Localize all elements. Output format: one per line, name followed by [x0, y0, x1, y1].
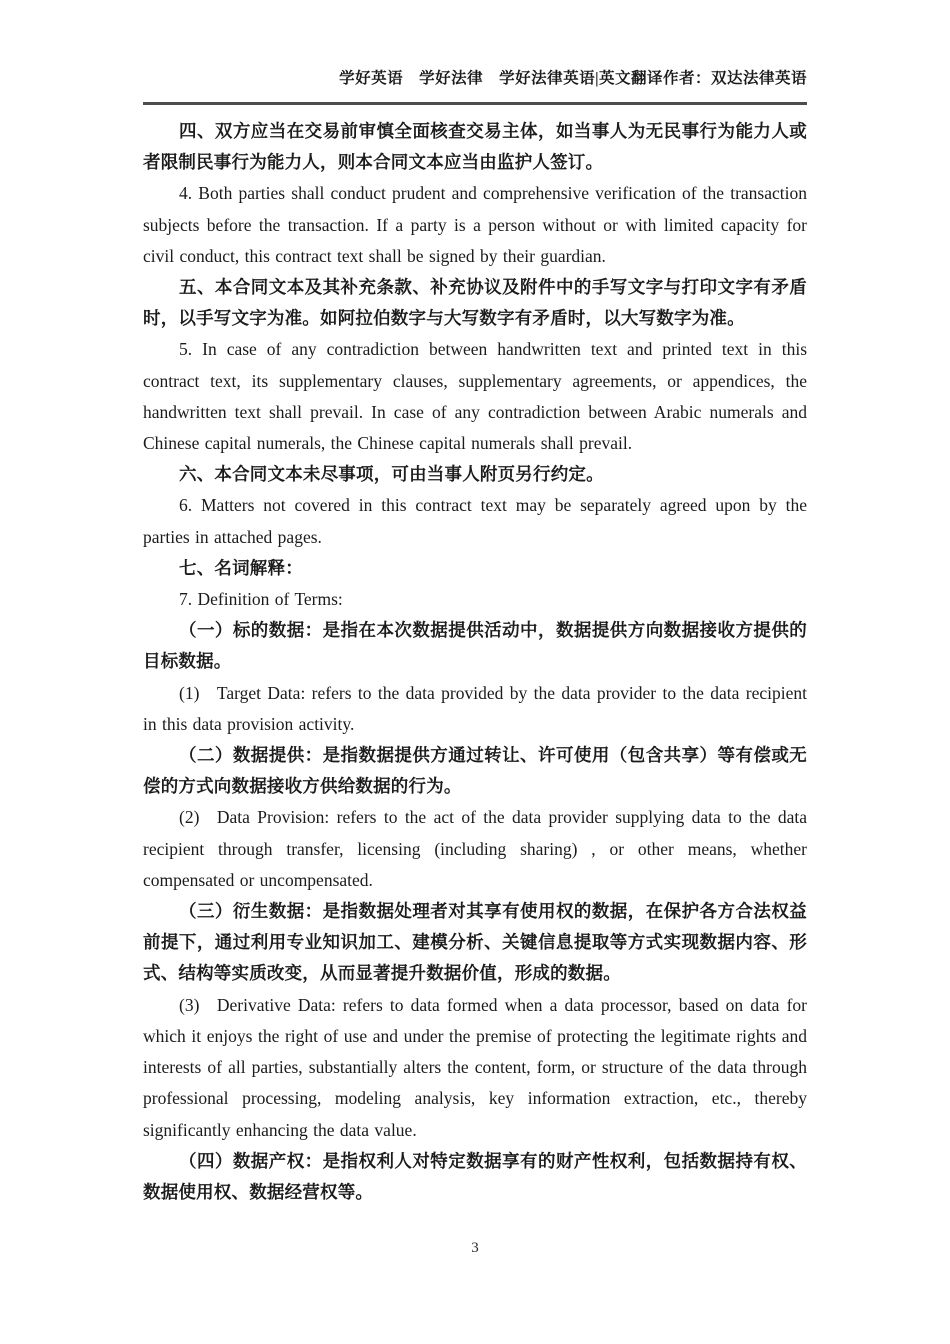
- paragraph: 六、本合同文本未尽事项，可由当事人附页另行约定。: [179, 464, 604, 485]
- paragraph: （一）标的数据：是指在本次数据提供活动中，数据提供方向数据接收方提供的目标数据。: [143, 620, 807, 672]
- page-number: 3: [471, 1240, 479, 1256]
- paragraph: （三）衍生数据：是指数据处理者对其享有使用权的数据，在保护各方合法权益前提下，通过利用专业知识加工、建模分析、关键信息提取等方式实现数据内容、形式、结构等实质改变，从而显著提升数据价值，形成的数据。: [143, 901, 807, 984]
- paragraph: 4. Both parties shall conduct prudent and comprehensive verification of the transaction subjects before the transaction. If a party is a person without or with limited capacity for civil conduct, this contract text shall be signed by their guardian.: [143, 183, 807, 266]
- paragraph: (3) Derivative Data: refers to data formed when a data processor, based on data for which it enjoys the right of use and under the premise of protecting the legitimate rights and interests of all parties, substantially alters the content, form, or structure of the data through professional processing, modeling analysis, key information extraction, etc., thereby significantly enhancing the data value.: [143, 994, 807, 1140]
- paragraph: （四）数据产权：是指权利人对特定数据享有的财产性权利，包括数据持有权、数据使用权、数据经营权等。: [143, 1150, 807, 1202]
- paragraph: 6. Matters not covered in this contract text may be separately agreed upon by the parties in attached pages.: [143, 495, 807, 547]
- paragraph: 四、双方应当在交易前审慎全面核查交易主体，如当事人为无民事行为能力人或者限制民事行为能力人，则本合同文本应当由监护人签订。: [143, 121, 807, 173]
- paragraph: 五、本合同文本及其补充条款、补充协议及附件中的手写文字与打印文字有矛盾时，以手写文字为准。如阿拉伯数字与大写数字有矛盾时，以大写数字为准。: [143, 277, 807, 329]
- paragraph: (1) Target Data: refers to the data provided by the data provider to the data recipient in this data provision activity.: [143, 682, 807, 734]
- header-divider: [143, 102, 807, 105]
- document-body: [143, 116, 807, 1208]
- paragraph: 7. Definition of Terms:: [179, 589, 343, 610]
- paragraph: （二）数据提供：是指数据提供方通过转让、许可使用（包含共享）等有偿或无偿的方式向数据接收方供给数据的行为。: [143, 745, 807, 797]
- paragraph: 5. In case of any contradiction between handwritten text and printed text in this contract text, its supplementary clauses, supplementary agreements, or appendices, the handwritten text shall prevail. In case of any contradiction between Arabic numerals and Chinese capital numerals, the Chinese capital numerals shall prevail.: [143, 339, 807, 454]
- paragraph: 七、名词解释：: [179, 557, 303, 578]
- page-header: 学好英语 学好法律 学好法律英语|英文翻译作者：双达法律英语: [339, 70, 807, 87]
- paragraph: (2) Data Provision: refers to the act of the data provider supplying data to the data recipient through transfer, licensing (including sharing) , or other means, whether compensated or uncompensated.: [143, 807, 807, 890]
